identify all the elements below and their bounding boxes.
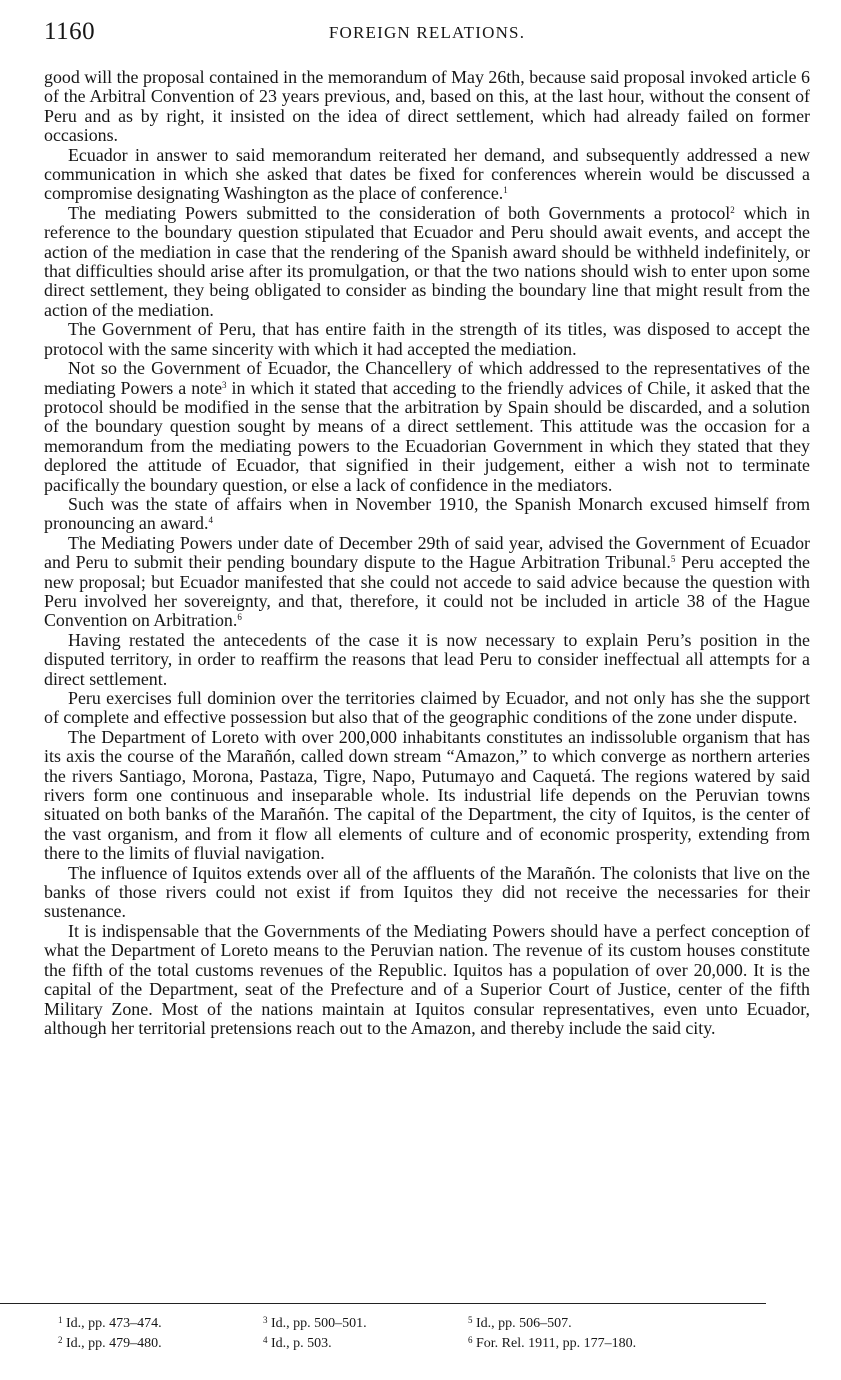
footnote: $^4$ Id., p. 503.	[263, 1335, 332, 1351]
footnote-ref: 6	[237, 612, 242, 623]
footnote: $^2$ Id., pp. 479–480.	[58, 1335, 162, 1351]
paragraph: The mediating Powers submitted to the consideration of both Governments a protocol$^2$ which in reference to the boundary question stipulated that Ecuador and Peru should await events, and accept the action of the mediation in case that the rendering of the Spanish award should be withheld indefinitely, or that difficulties should arise after its promulgation, or that the two nations should wish to enter upon some direct settlement, they being obligated to consider as binding the boundary line that might result from the action of the mediation.	[44, 202, 810, 320]
paragraph: Such was the state of affairs when in November 1910, the Spanish Monarch excused himself from pronouncing an award.$^4$	[44, 493, 810, 534]
body-text	[44, 68, 810, 1038]
paragraph: Having restated the antecedents of the case it is now necessary to explain Peru’s position in the disputed territory, in order to reaffirm the reasons that lead Peru to consider ineffectual all attempts for a direct settlement.	[44, 629, 810, 689]
paragraph: The influence of Iquitos extends over all of the affluents of the Marañón. The colonists that live on the banks of those rivers could not exist if from Iquitos they did not receive the necessaries for their sustenance.	[44, 862, 810, 922]
document-page	[44, 18, 810, 1038]
footnote: $^5$ Id., pp. 506–507.	[468, 1315, 572, 1331]
running-title: FOREIGN RELATIONS.	[328, 23, 526, 42]
paragraph: The Government of Peru, that has entire faith in the strength of its titles, was disposed to accept the protocol with the same sincerity with which it had accepted the mediation.	[44, 319, 810, 359]
paragraph: The Department of Loreto with over 200,000 inhabitants constitutes an indissoluble organism that has its axis the course of the Marañón, called down stream “Amazon,” to which converge as northern arteries the rivers Santiago, Morona, Pastaza, Tigre, Napo, Putumayo and Caquetá. The regions watered by said rivers form one continuous and inseparable whole. Its industrial life depends on the Peruvian towns situated on both banks of the Marañón. The capital of the Department, the city of Iquitos, is the center of the vast organism, and from it flow all elements of culture and of economic prosperity, extending from there to the limits of fluvial navigation.	[44, 726, 810, 864]
paragraph: It is indispensable that the Governments of the Mediating Powers should have a perfect conception of what the Department of Loreto means to the Peruvian nation. The revenue of its custom houses constitute the fifth of the total customs revenues of the Republic. Iquitos has a population of over 20,000. It is the capital of the Department, seat of the Prefecture and of a Superior Court of Justice, center of the fifth Military Zone. Most of the nations maintain at Iquitos consular representatives, even unto Ecuador, although her territorial pretensions reach out to the Amazon, and thereby include the said city.	[44, 920, 810, 1038]
footnote-ref: 4	[208, 515, 213, 526]
footnote: $^6$ For. Rel. 1911, pp. 177–180.	[468, 1335, 637, 1351]
paragraph: Ecuador in answer to said memorandum reiterated her demand, and subsequently addressed a new communication in which she asked that dates be fixed for conferences wherein would be discussed a compromise designating Washington as the place of conference.$^1$	[44, 144, 810, 204]
footnote: $^3$ Id., pp. 500–501.	[263, 1315, 367, 1331]
paragraph: Peru exercises full dominion over the territories claimed by Ecuador, and not only has she the support of complete and effective possession but also that of the geographic conditions of the zone under dispute.	[44, 688, 810, 728]
footnote-ref: 3	[222, 379, 227, 390]
footnote-divider	[0, 1303, 766, 1304]
footnote-ref: 2	[730, 204, 735, 215]
footnote: $^1$ Id., pp. 473–474.	[58, 1315, 162, 1331]
paragraph: Not so the Government of Ecuador, the Chancellery of which addressed to the representatives of the mediating Powers a note$^3$ in which it stated that acceding to the friendly advices of Chile, it asked that the protocol should be modified in the sense that the arbitration by Spain should be discarded, and a solution of the boundary question sought by means of a direct settlement. This attitude was the occasion for a memorandum from the mediating powers to the Ecuadorian Government in which they stated that they deplored the attitude of Ecuador, that signified in their judgement, either a wish not to terminate pacifically the boundary question, or else a lack of confidence in the mediators.	[44, 358, 810, 495]
footnote-ref: 1	[503, 185, 508, 196]
paragraph: good will the proposal contained in the memorandum of May 26th, because said proposal invoked article 6 of the Arbitral Convention of 23 years previous, and, based on this, at the last hour, without the consent of Peru and as by right, it insisted on the idea of direct settlement, which had already failed on former occasions.	[44, 67, 810, 146]
page-header	[44, 18, 810, 56]
footnotes	[58, 1312, 778, 1352]
paragraph: The Mediating Powers under date of December 29th of said year, advised the Government of Ecuador and Peru to submit their pending boundary dispute to the Hague Arbitration Tribunal.$^5$ Peru accepted the new proposal; but Ecuador manifested that she could not accede to said advice because the question with Peru involved her sovereignty, and that, therefore, it could not be included in article 38 of the Hague Convention on Arbitration.$^6$	[44, 532, 810, 631]
footnote-ref: 5	[670, 554, 676, 565]
page-number: 1160	[44, 18, 96, 45]
